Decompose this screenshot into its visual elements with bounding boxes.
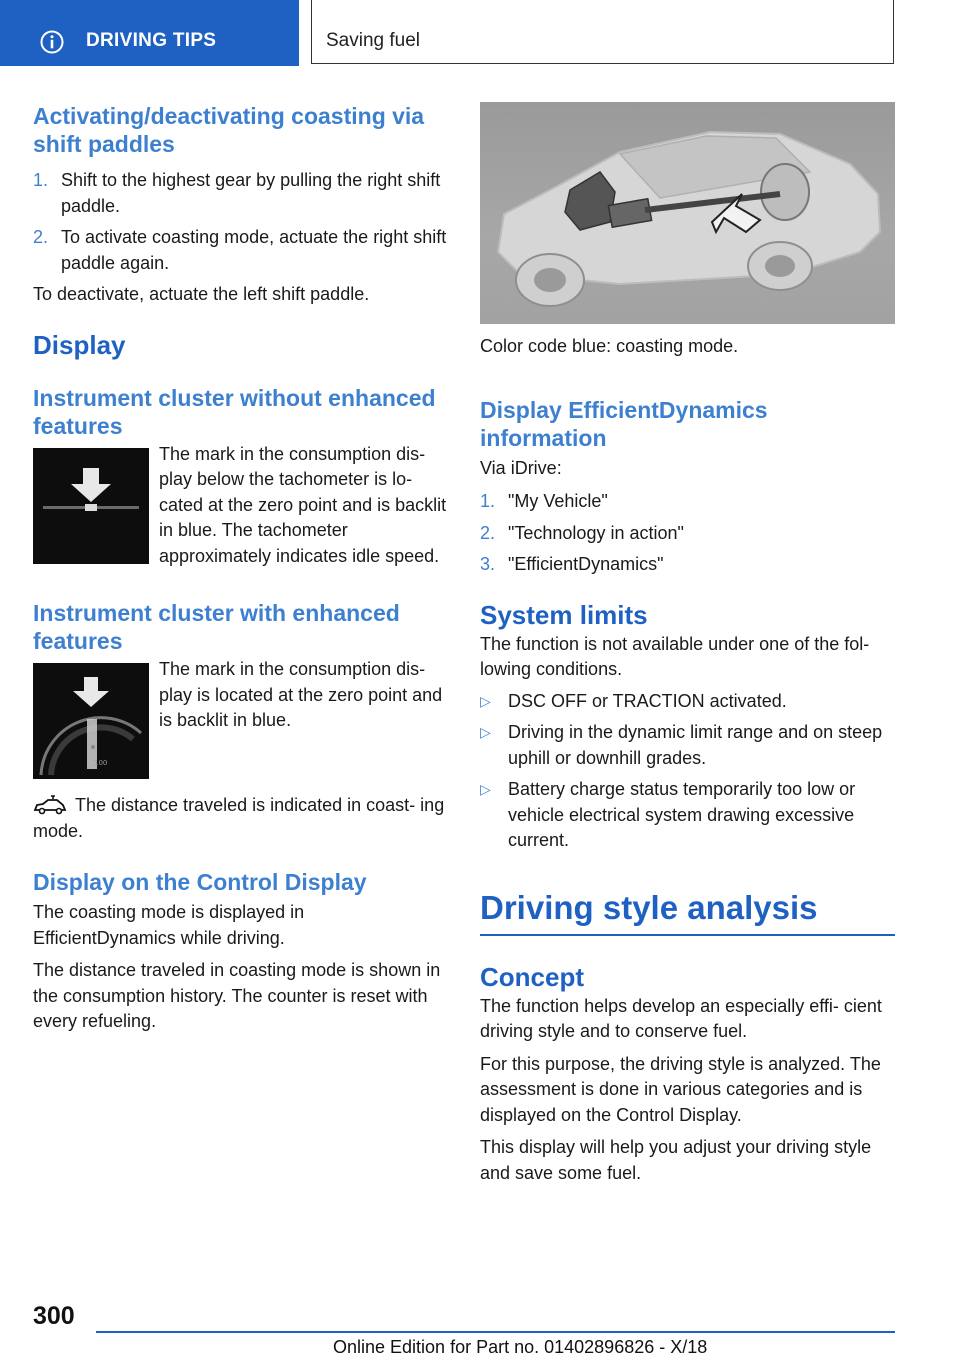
list-item bbox=[480, 777, 895, 854]
step-number: 1. bbox=[480, 491, 496, 511]
edition-note: Online Edition for Part no. 01402896826 - X/18 bbox=[333, 1337, 708, 1357]
list-item bbox=[480, 521, 895, 547]
concept-p2: For this purpose, the driving style is analyzed. The assessment is done in various categories and is displayed on the Control Display. bbox=[480, 1053, 881, 1125]
deactivate-text: To deactivate, actuate the left shift paddle. bbox=[33, 284, 370, 304]
gauge-label: 100 bbox=[94, 759, 108, 767]
list-item bbox=[33, 168, 447, 219]
menu-path-item: "My Vehicle" bbox=[508, 491, 608, 511]
cluster-with-image bbox=[33, 663, 149, 779]
triangle-bullet-icon: ▷ bbox=[480, 724, 491, 740]
page-number: 300 bbox=[33, 1302, 75, 1330]
section-title: Saving fuel bbox=[326, 30, 421, 51]
limit-text: Driving in the dynamic limit range and on steep uphill or downhill grades. bbox=[508, 722, 883, 768]
control-display-p1: The coasting mode is displayed in EfficientDynamics while driving. bbox=[33, 902, 305, 948]
list-item bbox=[480, 689, 895, 715]
cluster-without-image bbox=[33, 448, 149, 564]
limits-intro: The function is not available under one of the fol- lowing conditions. bbox=[480, 633, 870, 679]
footer-divider bbox=[96, 1331, 895, 1333]
coasting-car-icon bbox=[33, 795, 67, 815]
list-item bbox=[480, 720, 895, 771]
cluster-without-heading: Instrument cluster without enhanced features bbox=[33, 384, 436, 439]
arrow-down-icon bbox=[33, 448, 149, 564]
display-heading: Display bbox=[33, 329, 126, 360]
left-column bbox=[33, 102, 447, 1035]
concept-heading: Concept bbox=[480, 961, 584, 992]
analysis-heading: Driving style analysis bbox=[480, 888, 818, 926]
coasting-heading: Activating/deactivating coasting via shift paddles bbox=[33, 103, 425, 157]
distance-text: The distance traveled is indicated in coast- ing mode. bbox=[33, 795, 445, 841]
limits-heading: System limits bbox=[480, 599, 648, 630]
list-item bbox=[480, 552, 895, 578]
right-column bbox=[480, 102, 895, 1186]
section-tab bbox=[311, 0, 894, 64]
concept-p1: The function helps develop an especially effi- cient driving style and to conserve fuel. bbox=[480, 995, 882, 1041]
menu-steps bbox=[480, 489, 895, 578]
triangle-bullet-icon: ▷ bbox=[480, 781, 491, 797]
efficient-heading: Display EfficientDynamics information bbox=[480, 396, 768, 451]
coasting-steps bbox=[33, 168, 447, 276]
section-divider bbox=[480, 934, 895, 936]
list-item bbox=[480, 489, 895, 515]
step-number: 2. bbox=[33, 227, 49, 247]
info-icon bbox=[40, 30, 64, 54]
photo-caption: Color code blue: coasting mode. bbox=[480, 336, 739, 356]
chapter-tab[interactable] bbox=[0, 0, 299, 66]
concept-p3: This display will help you adjust your driving style and save some fuel. bbox=[480, 1137, 872, 1183]
cluster-with-text: The mark in the consumption dis- play is located at the zero point and is backlit in blue. bbox=[159, 659, 443, 730]
via-idrive: Via iDrive: bbox=[480, 457, 562, 478]
step-number: 1. bbox=[33, 170, 49, 190]
limit-text: DSC OFF or TRACTION activated. bbox=[508, 690, 787, 711]
triangle-bullet-icon: ▷ bbox=[480, 692, 491, 709]
limits-list bbox=[480, 689, 895, 854]
control-display-heading: Display on the Control Display bbox=[33, 869, 367, 895]
step-number: 2. bbox=[480, 522, 496, 543]
step-number: 3. bbox=[480, 554, 496, 574]
step-text: Shift to the highest gear by pulling the right shift paddle. bbox=[61, 170, 441, 216]
list-item bbox=[33, 225, 447, 276]
coasting-car-photo bbox=[480, 102, 895, 324]
step-text: To activate coasting mode, actuate the right shift paddle again. bbox=[61, 227, 447, 273]
chapter-title: DRIVING TIPS bbox=[86, 30, 217, 51]
menu-path-item: "Technology in action" bbox=[508, 522, 684, 543]
menu-path-item: "EfficientDynamics" bbox=[508, 554, 664, 574]
cluster-with-heading: Instrument cluster with enhanced features bbox=[33, 600, 400, 654]
car-drivetrain-illustration bbox=[480, 102, 895, 324]
control-display-p2: The distance traveled in coasting mode is shown in the consumption history. The counter is reset with every refueling. bbox=[33, 960, 441, 1031]
limit-text: Battery charge status temporarily too low or vehicle electrical system drawing excessive current. bbox=[508, 779, 856, 850]
cluster-without-text: The mark in the consumption dis- play below the tachometer is lo- cated at the zero point and is backlit in blue. The tachometer approximately indicates idle speed. bbox=[159, 443, 447, 566]
gauge-icon bbox=[33, 663, 149, 779]
